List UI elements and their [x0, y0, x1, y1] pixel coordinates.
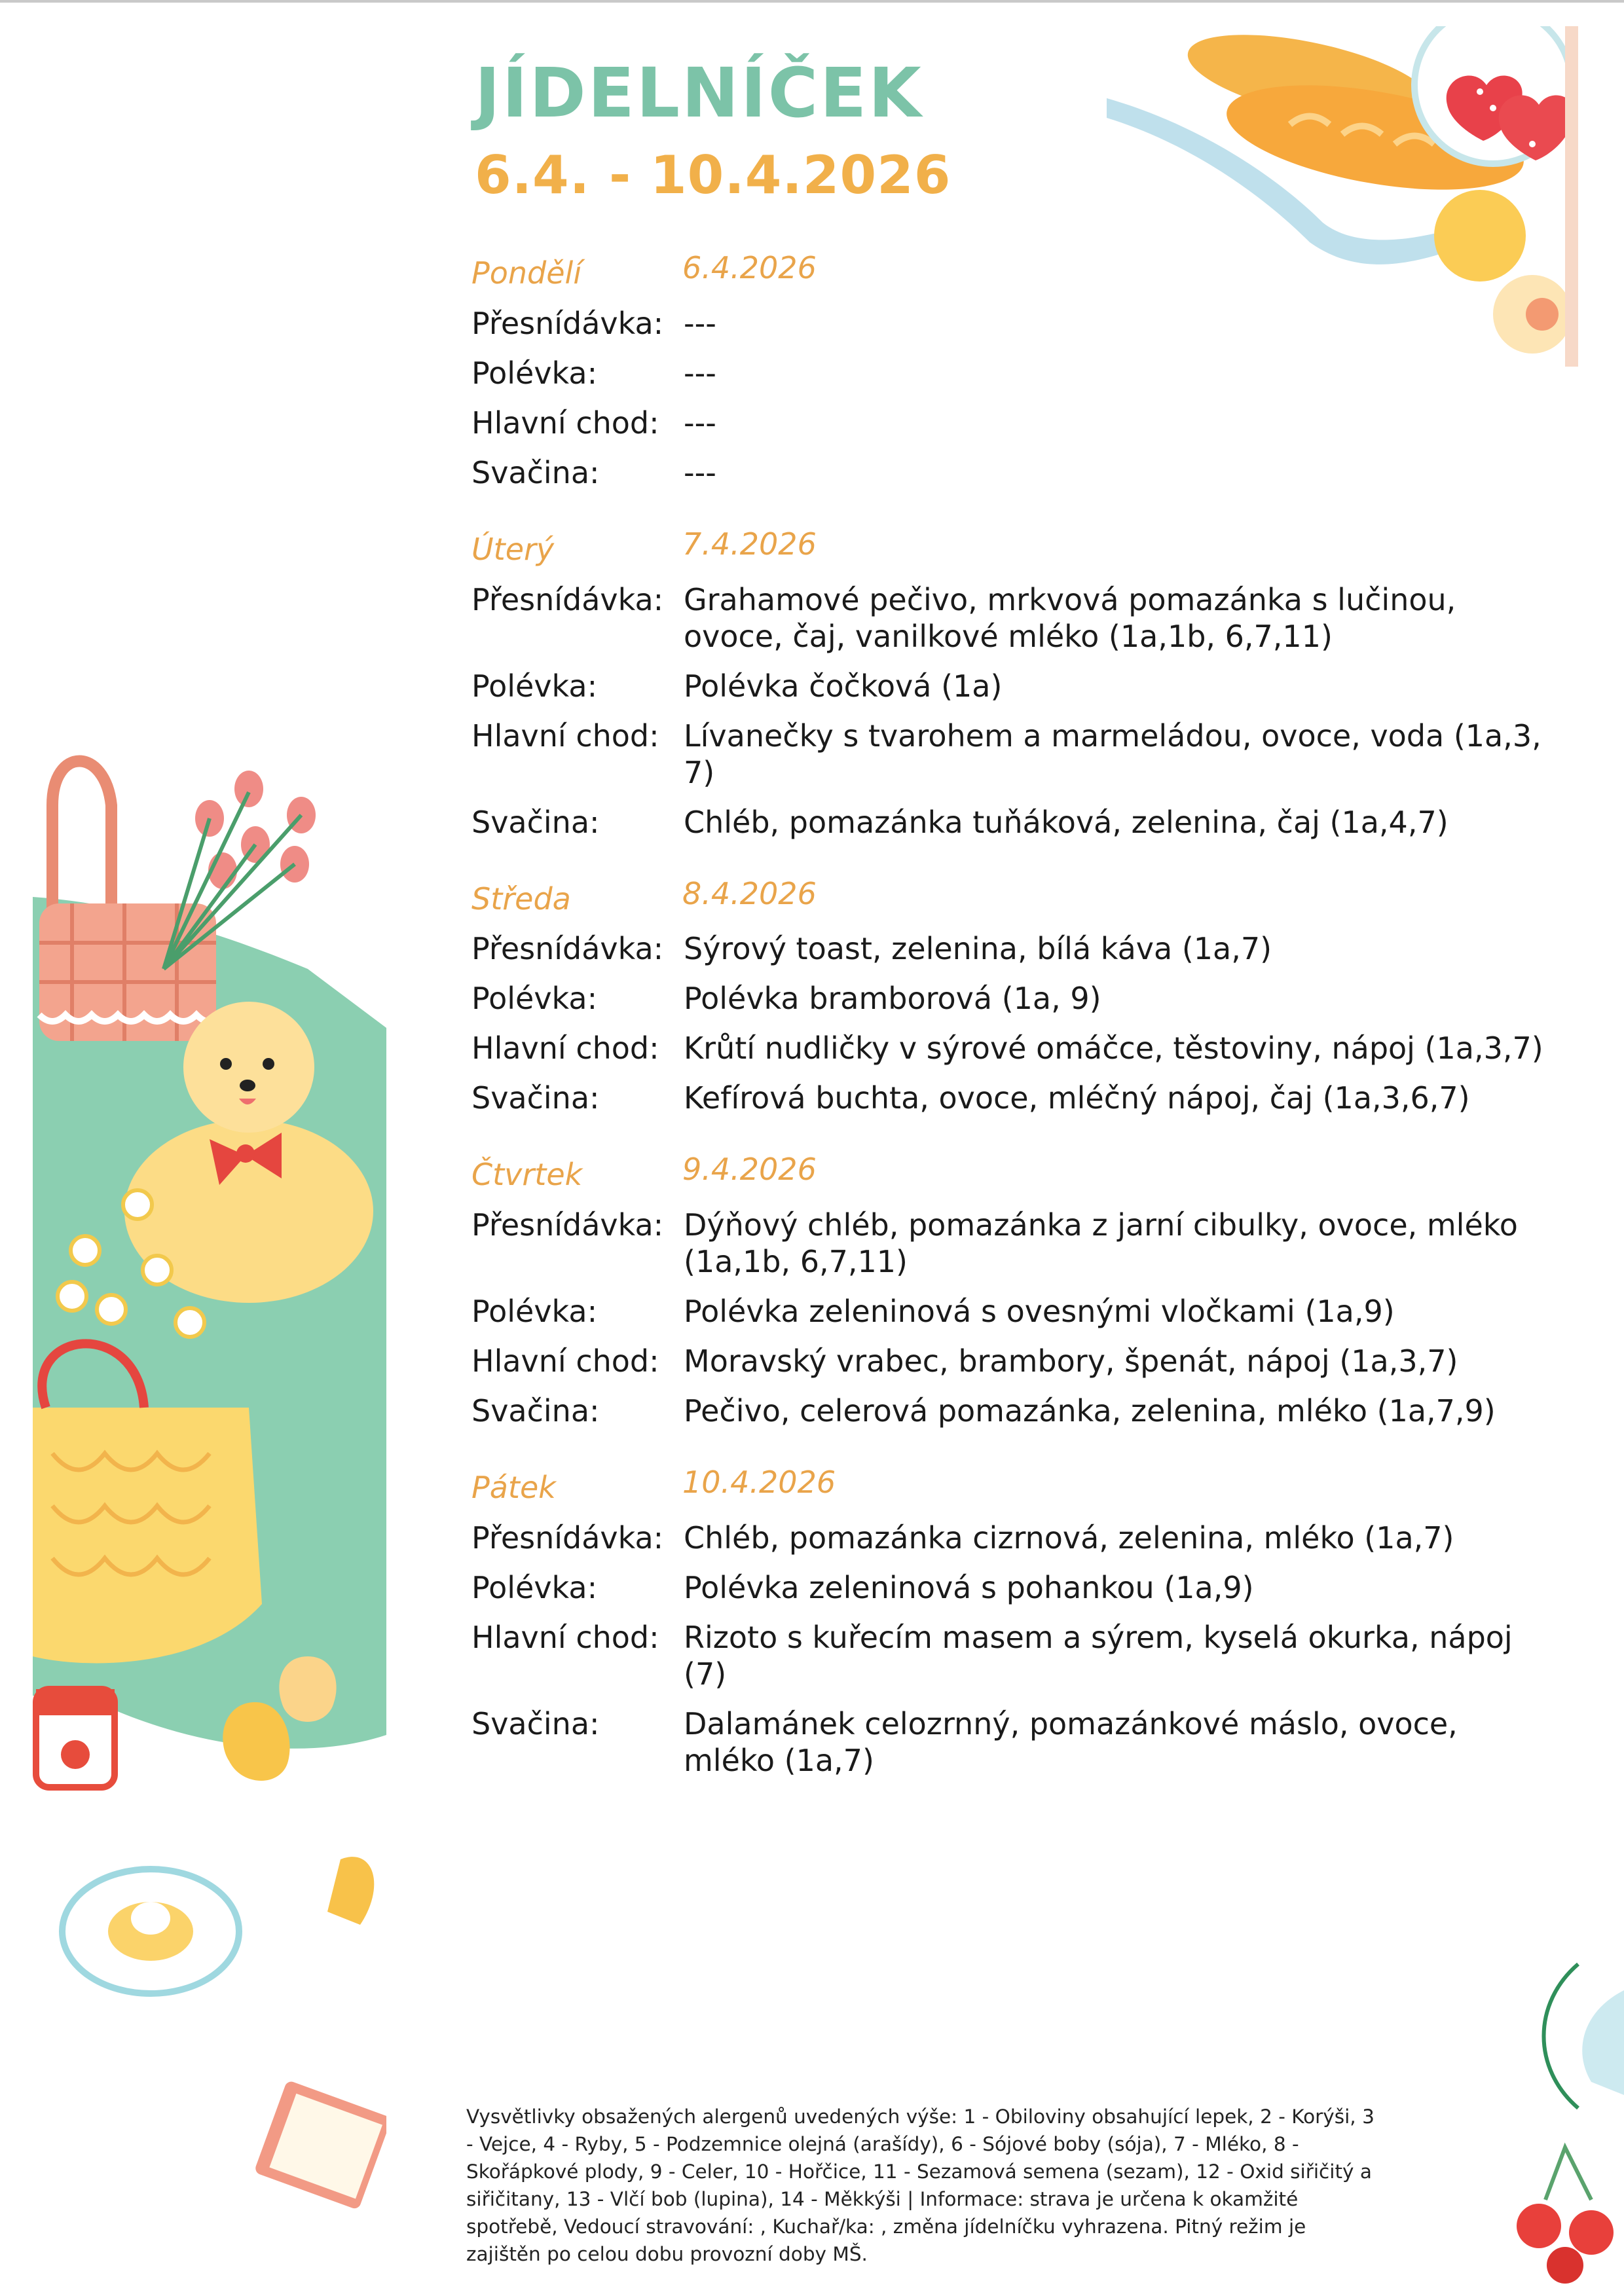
day-tuesday [471, 525, 1545, 841]
meal-label: Svačina: [471, 454, 600, 490]
meal-value: Polévka čočková (1a) [684, 668, 1003, 704]
day-date: 8.4.2026 [682, 875, 817, 911]
week-date-range: 6.4. - 10.4.2026 [475, 145, 951, 206]
allergen-legend: Vysvětlivky obsažených alergenů uvedených výše: 1 - Obiloviny obsahující lepek, 2 - Korýši, 3 - Vejce, 4 - Ryby, 5 - Podzemnice olejná (arašídy), 6 - Sójové boby (sója), 7 - Mléko, 8 - Skořápkové plody, 9 - Celer, 10 - Hořčice, 11 - Sezamová semena (sezam), 12 - Oxid siřičitý a siřičitany, 13 - Vlčí bob (lupina), 14 - Měkkýši | Informace: strava je určena k okamžité spotřebě, Vedoucí stravování: , Kuchař/ka: , změna jídelníčku vyhrazena. Pitný režim je zajištěn po celou dobu provozní doby MŠ. [466, 2105, 1375, 2265]
meal-label: Svačina: [471, 804, 600, 840]
meal-row [471, 454, 1545, 491]
day-date: 6.4.2026 [682, 250, 817, 285]
day-monday [471, 249, 1545, 491]
day-name: Pondělí [471, 255, 582, 291]
meal-row [471, 355, 1545, 392]
meal-row [471, 668, 1545, 704]
meal-value: Polévka bramborová (1a, 9) [684, 981, 1101, 1017]
meal-row [471, 1343, 1545, 1379]
meal-value: Krůtí nudličky v sýrové omáčce, těstoviny, nápoj (1a,3,7) [684, 1030, 1543, 1066]
meal-row [471, 804, 1545, 841]
day-name: Středa [471, 881, 571, 917]
meal-value: Polévka zeleninová s pohankou (1a,9) [684, 1569, 1254, 1605]
meal-value: Chléb, pomazánka cizrnová, zelenina, mléko (1a,7) [684, 1520, 1454, 1556]
day-name: Čtvrtek [471, 1157, 583, 1193]
meal-label: Polévka: [471, 1294, 598, 1330]
meal-value: Grahamové pečivo, mrkvová pomazánka s lučinou, ovoce, čaj, vanilkové mléko (1a,1b, 6,7,11) [684, 581, 1456, 654]
meal-row [471, 1569, 1545, 1606]
meal-label: Přesnídávka: [471, 1207, 664, 1243]
meal-label: Hlavní chod: [471, 1030, 659, 1066]
meal-value: Rizoto s kuřecím masem a sýrem, kyselá okurka, nápoj (7) [684, 1619, 1513, 1692]
meal-label: Hlavní chod: [471, 1343, 659, 1379]
meal-row [471, 405, 1545, 441]
day-thursday [471, 1150, 1545, 1429]
meal-row [471, 930, 1545, 967]
day-date: 10.4.2026 [682, 1465, 836, 1501]
day-friday [471, 1463, 1545, 1779]
page-title: JÍDELNÍČEK [475, 53, 923, 133]
meal-label: Polévka: [471, 355, 598, 391]
meal-label: Hlavní chod: [471, 405, 659, 441]
meal-label: Polévka: [471, 981, 598, 1017]
meal-value: Chléb, pomazánka tuňáková, zelenina, čaj (1a,4,7) [684, 804, 1449, 840]
meal-row [471, 1705, 1545, 1779]
meal-label: Svačina: [471, 1705, 600, 1741]
day-name: Pátek [471, 1470, 556, 1506]
weekly-menu [471, 249, 1545, 1813]
meal-label: Svačina: [471, 1080, 600, 1116]
meal-label: Přesnídávka: [471, 931, 664, 967]
meal-row [471, 1393, 1545, 1429]
day-wednesday [471, 875, 1545, 1117]
day-name: Úterý [471, 531, 555, 567]
meal-row [471, 1293, 1545, 1330]
cherries-illustration [1460, 1951, 1624, 2291]
meal-row [471, 718, 1545, 791]
meal-value: Polévka zeleninová s ovesnými vločkami (1a,9) [684, 1294, 1395, 1330]
meal-row [471, 1030, 1545, 1066]
meal-row [471, 305, 1545, 342]
meal-value: --- [684, 355, 716, 391]
meal-label: Přesnídávka: [471, 581, 664, 617]
meal-label: Přesnídávka: [471, 305, 664, 341]
meal-value: Kefírová buchta, ovoce, mléčný nápoj, čaj (1a,3,6,7) [684, 1080, 1470, 1116]
meal-value: --- [684, 405, 716, 441]
page-top-border [0, 0, 1624, 3]
day-date: 9.4.2026 [682, 1152, 817, 1188]
meal-value: --- [684, 454, 716, 490]
meal-row [471, 980, 1545, 1017]
picnic-illustration [33, 753, 386, 2259]
meal-value: Moravský vrabec, brambory, špenát, nápoj (1a,3,7) [684, 1343, 1458, 1379]
meal-row [471, 1080, 1545, 1116]
meal-value: Dalamánek celozrnný, pomazánkové máslo, ovoce, mléko (1a,7) [684, 1705, 1458, 1778]
meal-value: --- [684, 305, 716, 341]
day-date: 7.4.2026 [682, 526, 817, 562]
meal-row [471, 1520, 1545, 1556]
meal-value: Dýňový chléb, pomazánka z jarní cibulky, ovoce, mléko (1a,1b, 6,7,11) [684, 1207, 1518, 1280]
meal-label: Polévka: [471, 1569, 598, 1605]
meal-value: Sýrový toast, zelenina, bílá káva (1a,7) [684, 931, 1272, 967]
meal-row [471, 581, 1545, 655]
meal-label: Hlavní chod: [471, 718, 659, 754]
meal-row [471, 1619, 1545, 1692]
meal-label: Polévka: [471, 668, 598, 704]
meal-label: Hlavní chod: [471, 1619, 659, 1655]
meal-label: Svačina: [471, 1393, 600, 1429]
meal-label: Přesnídávka: [471, 1520, 664, 1556]
meal-row [471, 1207, 1545, 1280]
meal-value: Pečivo, celerová pomazánka, zelenina, mléko (1a,7,9) [684, 1393, 1496, 1429]
meal-value: Lívanečky s tvarohem a marmeládou, ovoce, voda (1a,3, 7) [684, 718, 1541, 790]
